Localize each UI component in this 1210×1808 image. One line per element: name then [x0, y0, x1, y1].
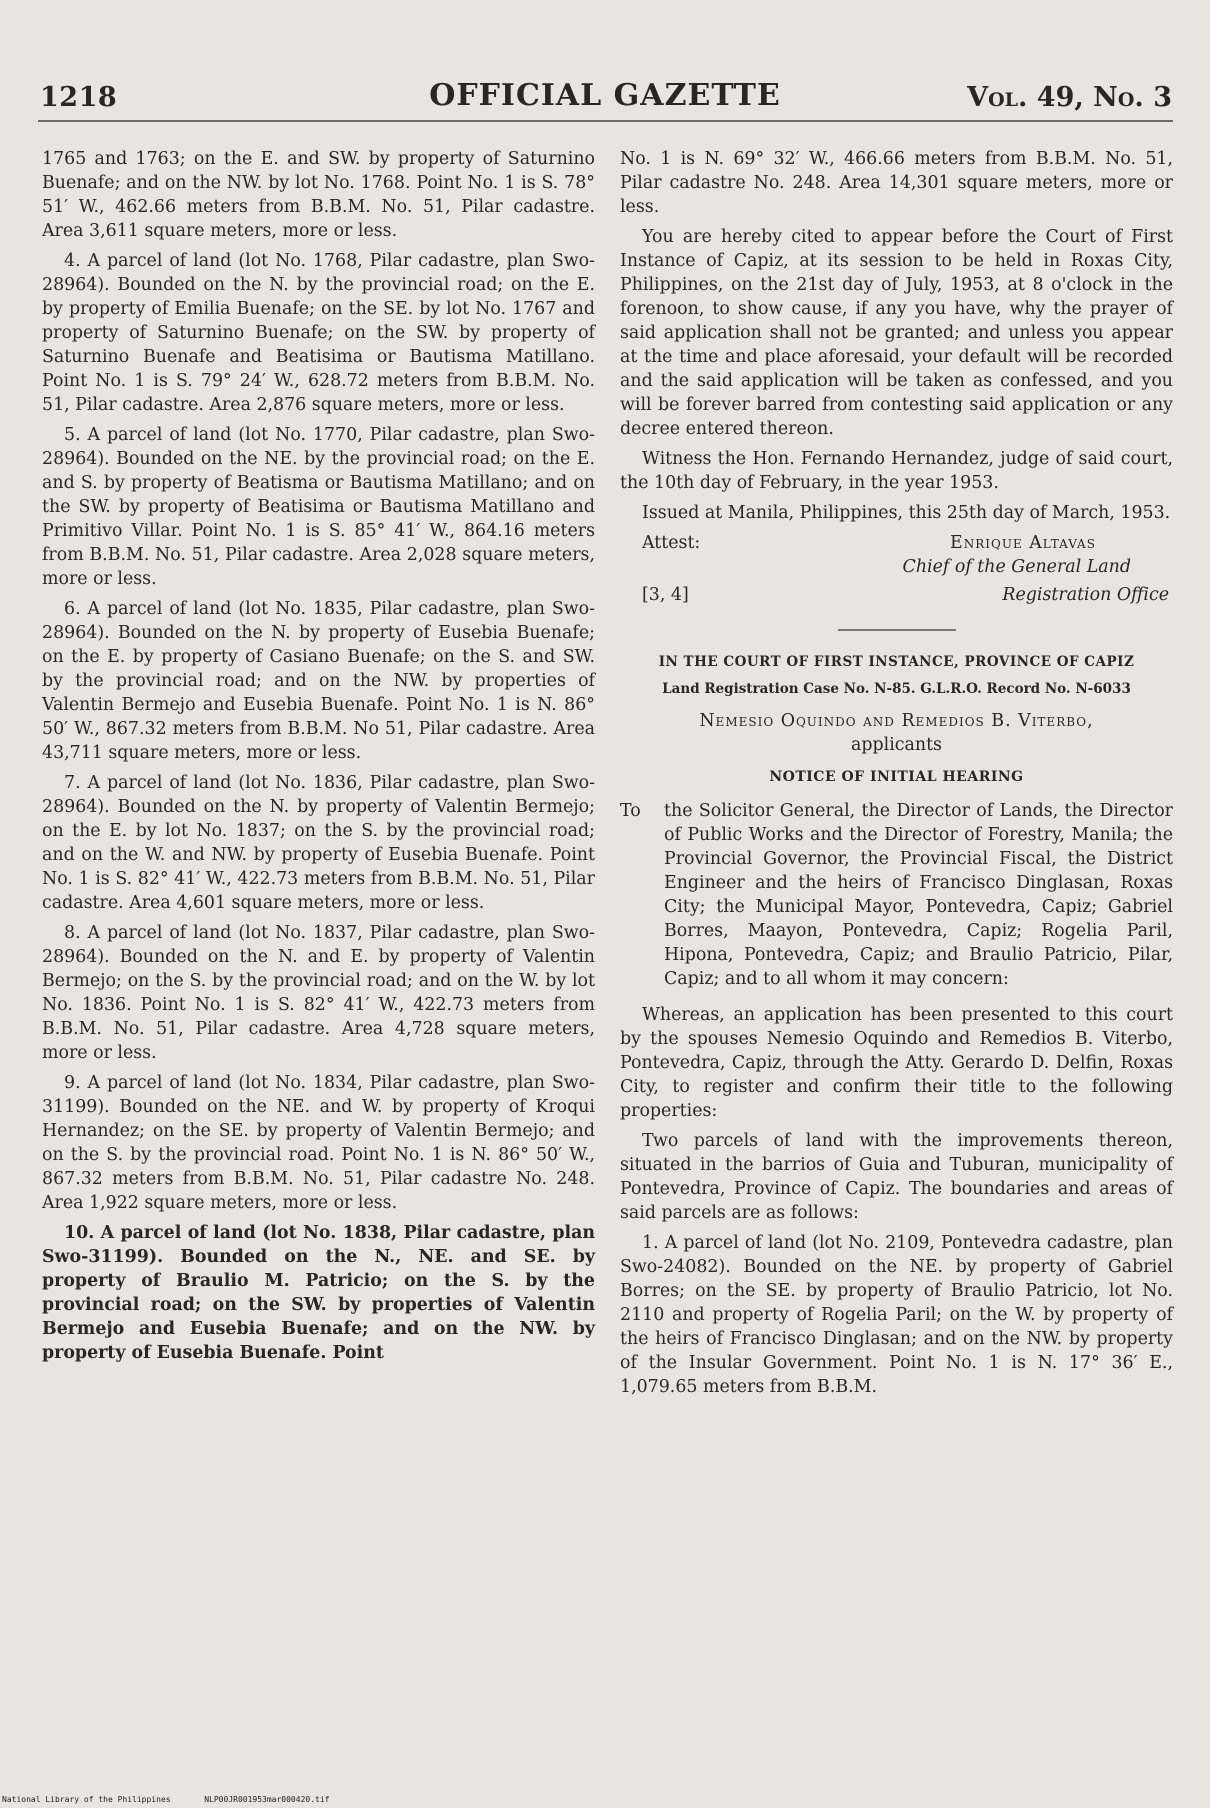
- left-column: [42, 147, 595, 1371]
- paragraph: 8. A parcel of land (lot No. 1837, Pilar cadastre, plan Swo-28964). Bounded on the N. and E. by property of Valentin Bermejo; on the S. by the provincial road; and on the W. by lot No. 1836. Point No. 1 is S. 82° 41′ W., 422.73 meters from B.B.M. No. 51, Pilar cadastre. Area 4,728 square meters, more or less.: [42, 923, 595, 1063]
- volume-number: Vol. 49, No. 3: [967, 82, 1172, 113]
- applicants-block: [620, 709, 1173, 757]
- addressees: the Solicitor General, the Director of Lands, the Director of Public Works and the Director of Forestry, Manila; the Provincial Governor, the Provincial Fiscal, the District Engineer and the heirs of Francisco Dinglasan, Roxas City; the Municipal Mayor, Pontevedra, Capiz; Gabriel Borres, Maayon, Pontevedra, Capiz; Rogelia Paril, Hipona, Pontevedra, Capiz; and Braulio Patricio, Pilar, Capiz; and to all whom it may concern:: [664, 801, 1173, 989]
- applicants-label: applicants: [851, 735, 942, 755]
- paragraph: 9. A parcel of land (lot No. 1834, Pilar cadastre, plan Swo-31199). Bounded on the NE. and W. by property of Kroqui Hernandez; on the SE. by property of Valentin Bermejo; and on the S. by the provincial road. Point No. 1 is N. 86° 50′ W., 867.32 meters from B.B.M. No. 51, Pilar cadastre No. 248. Area 1,922 square meters, more or less.: [42, 1073, 595, 1213]
- publication-title: OFFICIAL GAZETTE: [429, 78, 781, 113]
- paragraph: 1. A parcel of land (lot No. 2109, Pontevedra cadastre, plan Swo-24082). Bounded on the NE. by property of Gabriel Borres; on the SE. by property of Braulio Patricio, lot No. 2110 and property of Rogelia Paril; on the W. by property of the heirs of Francisco Dinglasan; and on the NW. by property of the Insular Government. Point No. 1 is N. 17° 36′ E., 1,079.65 meters from B.B.M.: [620, 1233, 1173, 1397]
- paragraph: No. 1 is N. 69° 32′ W., 466.66 meters from B.B.M. No. 51, Pilar cadastre No. 248. Area 14,301 square meters, more or less.: [620, 149, 1173, 217]
- case-number: Land Registration Case No. N-85. G.L.R.O. Record No. N-6033: [662, 681, 1131, 697]
- paragraph: 1765 and 1763; on the E. and SW. by property of Saturnino Buenafe; and on the NW. by lot No. 1768. Point No. 1 is S. 78° 51′ W., 462.66 meters from B.B.M. No. 51, Pilar cadastre. Area 3,611 square meters, more or less.: [42, 149, 595, 241]
- paragraph: 7. A parcel of land (lot No. 1836, Pilar cadastre, plan Swo-28964). Bounded on the N. by property of Valentin Bermejo; on the E. by lot No. 1837; on the S. by the provincial road; and on the W. and NW. by property of Eusebia Buenafe. Point No. 1 is S. 82° 41′ W., 422.73 meters from B.B.M. No. 51, Pilar cadastre. Area 4,601 square meters, more or less.: [42, 773, 595, 913]
- paragraph: 4. A parcel of land (lot No. 1768, Pilar cadastre, plan Swo-28964). Bounded on the N. by the provincial road; on the E. by property of Emilia Buenafe; on the SE. by lot No. 1767 and property of Saturnino Buenafe; on the SW. by property of Saturnino Buenafe and Beatisima or Bautisma Matillano. Point No. 1 is S. 79° 24′ W., 628.72 meters from B.B.M. No. 51, Pilar cadastre. Area 2,876 square meters, more or less.: [42, 251, 595, 415]
- notice-title: NOTICE OF INITIAL HEARING: [769, 769, 1024, 785]
- paragraph: Witness the Hon. Fernando Hernandez, judge of said court, the 10th day of February, in the year 1953.: [620, 449, 1173, 493]
- paragraph: 6. A parcel of land (lot No. 1835, Pilar cadastre, plan Swo-28964). Bounded on the N. by property of Eusebia Buenafe; on the E. by property of Casiano Buenafe; on the S. and SW. by the provincial road; and on the NW. by properties of Valentin Bermejo and Eusebia Buenafe. Point No. 1 is N. 86° 50′ W., 867.32 meters from B.B.M. No 51, Pilar cadastre. Area 43,711 square meters, more or less.: [42, 599, 595, 763]
- section-divider: [838, 629, 956, 631]
- right-column: [620, 147, 1173, 1405]
- footer-file: NLP00JR001953mar000420.tif: [204, 1795, 330, 1804]
- footer-source: National Library of the Philippines: [2, 1795, 171, 1804]
- court-heading: IN THE COURT OF FIRST INSTANCE, PROVINCE OF CAPIZ: [658, 654, 1135, 670]
- attest-label: Attest:: [642, 533, 701, 553]
- signatory-title-line-1: Chief of the General Land: [902, 557, 1131, 577]
- header-rule: [38, 120, 1173, 122]
- issue-row: [620, 583, 1173, 607]
- applicant-names: Nemesio Oquindo and Remedios B. Viterbo,: [699, 711, 1094, 731]
- paragraph: Issued at Manila, Philippines, this 25th day of March, 1953.: [642, 503, 1171, 523]
- scan-footer: [2, 1795, 329, 1804]
- paragraph: Two parcels of land with the improvements thereon, situated in the barrios of Guia and Tuburan, municipality of Pontevedra, Province of Capiz. The boundaries and areas of said parcels are as follows:: [620, 1131, 1173, 1223]
- paragraph: Whereas, an application has been presented to this court by the spouses Nemesio Oquindo and Remedios B. Viterbo, Pontevedra, Capiz, through the Atty. Gerardo D. Delfin, Roxas City, to register and confirm their title to the following properties:: [620, 1005, 1173, 1121]
- to-label: To: [620, 801, 641, 821]
- paragraph: 5. A parcel of land (lot No. 1770, Pilar cadastre, plan Swo-28964). Bounded on the NE. by the provincial road; on the E. and S. by property of Beatisma or Bautisma Matillano; and on the SW. by property of Beatisima or Bautisma Matillano and Primitivo Villar. Point No. 1 is S. 85° 41′ W., 864.16 meters from B.B.M. No. 51, Pilar cadastre. Area 2,028 square meters, more or less.: [42, 425, 595, 589]
- signatory-title-line-2: Registration Office: [1002, 585, 1169, 605]
- issue-reference: [3, 4]: [642, 585, 689, 605]
- page-number: 1218: [40, 82, 118, 113]
- addressees-block: [620, 799, 1173, 991]
- paragraph: 10. A parcel of land (lot No. 1838, Pilar cadastre, plan Swo-31199). Bounded on the N., NE. and SE. by property of Braulio M. Patricio; on the S. by the provincial road; on the SW. by properties of Valentin Bermejo and Eusebia Buenafe; and on the NW. by property of Eusebia Buenafe. Point: [42, 1223, 595, 1363]
- paragraph: You are hereby cited to appear before the Court of First Instance of Capiz, at its session to be held in Roxas City, Philippines, on the 21st day of July, 1953, at 8 o'clock in the forenoon, to show cause, if any you have, why the prayer of said application shall not be granted; and unless you appear at the time and place aforesaid, your default will be recorded and the said application will be taken as confessed, and you will be forever barred from contesting said application or any decree entered thereon.: [620, 227, 1173, 439]
- attest-block: [620, 531, 1173, 555]
- signatory-name: Enrique Altavas: [950, 533, 1096, 553]
